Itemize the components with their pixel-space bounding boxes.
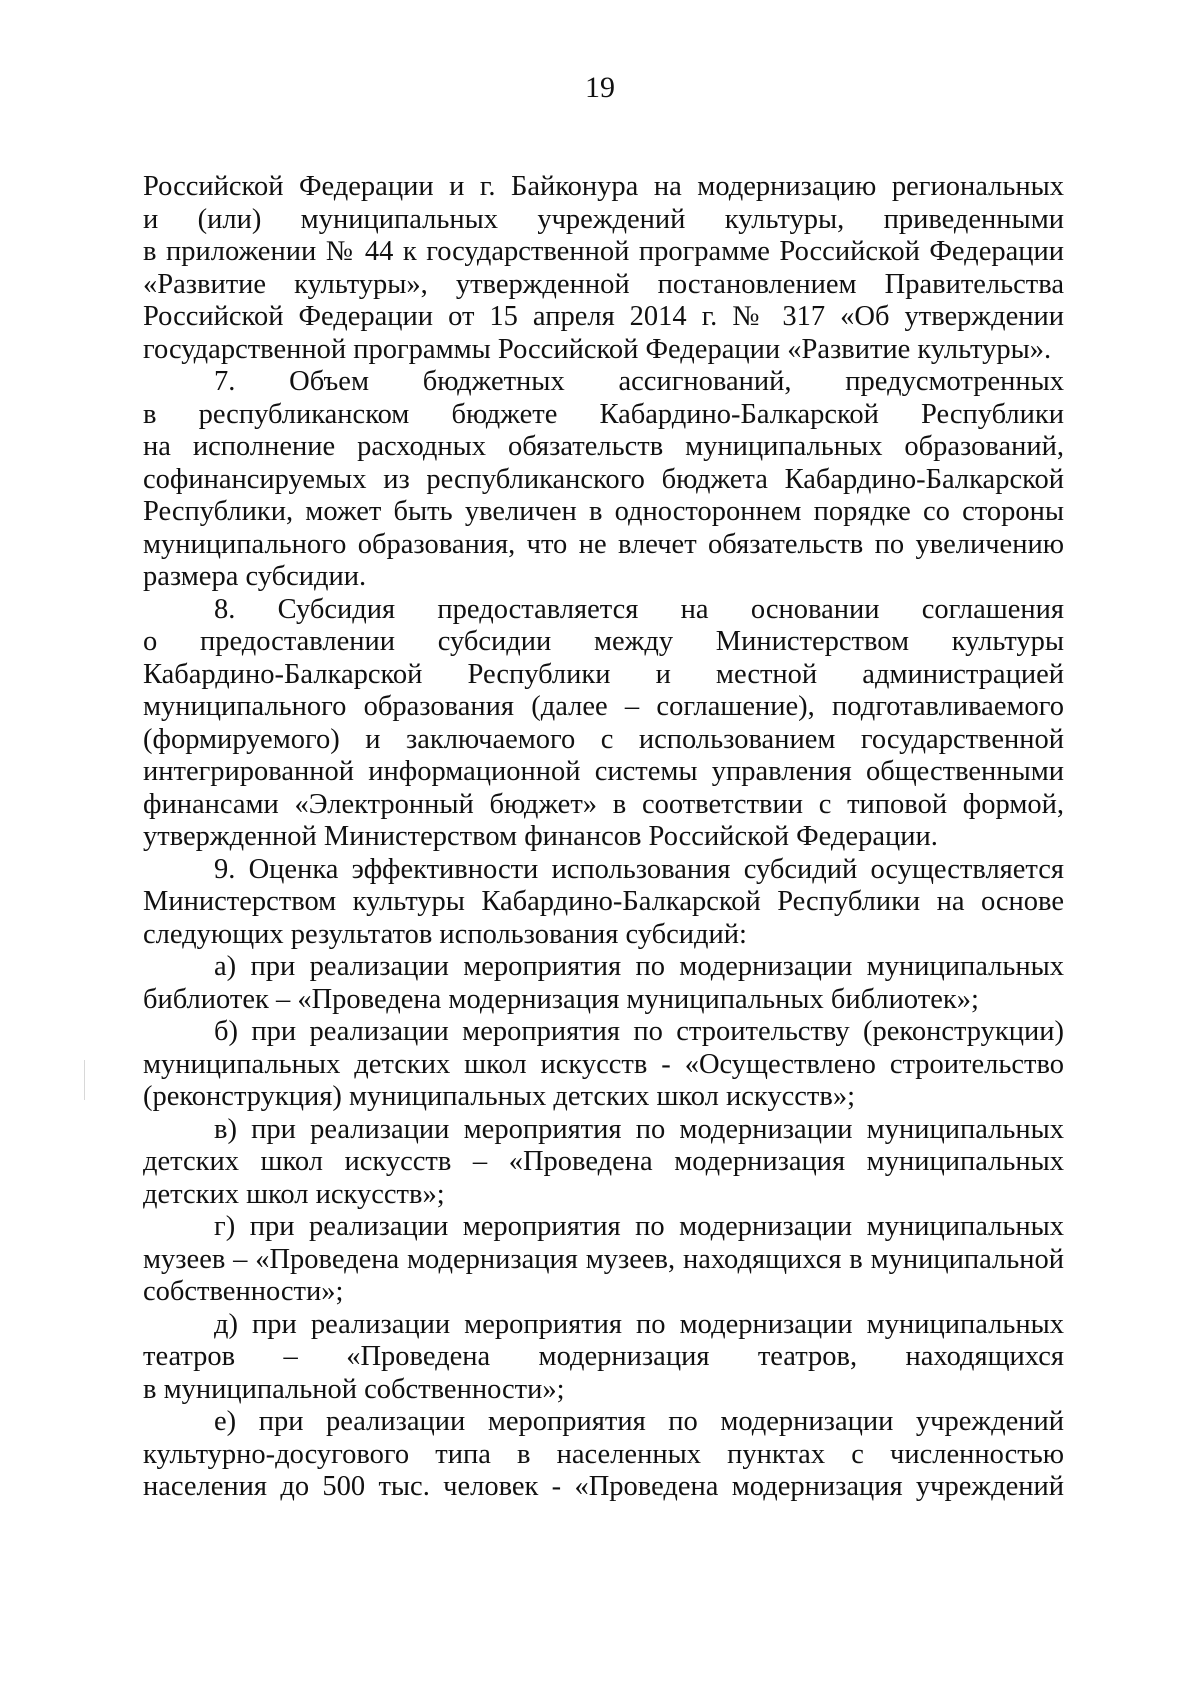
text-line: Российской Федерации и г. Байконура на модернизацию региональных xyxy=(143,171,1064,202)
text-line: Кабардино-Балкарской Республики и местной администрацией xyxy=(143,658,1064,690)
item-d-first-line: д) при реализации мероприятия по модернизации муниципальных xyxy=(214,1308,1064,1340)
text-line: интегрированной информационной системы управления общественными xyxy=(143,756,1064,787)
paragraph-7-first-line: 7. Объем бюджетных ассигнований, предусмотренных xyxy=(214,366,1064,397)
item-g-first-line: г) при реализации мероприятия по модернизации муниципальных xyxy=(214,1211,1064,1242)
paragraph-9-first-line: 9. Оценка эффективности использования субсидий осуществляется xyxy=(214,853,1064,885)
text-line: в республиканском бюджете Кабардино-Балкарской Республики xyxy=(143,398,1064,430)
item-v-first-line: в) при реализации мероприятия по модернизации муниципальных xyxy=(214,1113,1064,1145)
text-line: муниципального образования (далее – соглашение), подготавливаемого xyxy=(143,691,1064,722)
text-line: театров – «Проведена модернизация театров, находящихся xyxy=(143,1341,1064,1372)
text-line: муниципального образования, что не влечет обязательств по увеличению xyxy=(143,528,1064,560)
text-line: и (или) муниципальных учреждений культуры, приведенными xyxy=(143,203,1064,235)
text-line: музеев – «Проведена модернизация музеев, находящихся в муниципальной xyxy=(143,1243,1064,1275)
text-line: (реконструкция) муниципальных детских школ искусств»; xyxy=(143,1081,855,1112)
body-text xyxy=(143,171,1064,1504)
text-line: на исполнение расходных обязательств муниципальных образований, xyxy=(143,431,1064,462)
page-number: 19 xyxy=(585,71,615,104)
text-line: следующих результатов использования субсидий: xyxy=(143,918,747,950)
text-line: детских школ искусств – «Проведена модернизация муниципальных xyxy=(143,1146,1064,1177)
text-line: в муниципальной собственности»; xyxy=(143,1373,565,1405)
text-line: Российской Федерации от 15 апреля 2014 г. № 317 «Об утверждении xyxy=(143,301,1064,332)
paragraph-8-first-line: 8. Субсидия предоставляется на основании соглашения xyxy=(214,593,1064,625)
text-line: культурно-досугового типа в населенных пунктах с численностью xyxy=(143,1438,1064,1470)
text-line: Республики, может быть увеличен в одностороннем порядке со стороны xyxy=(143,496,1064,527)
text-line: собственности»; xyxy=(143,1276,344,1307)
text-line: библиотек – «Проведена модернизация муниципальных библиотек»; xyxy=(143,983,979,1015)
text-line: размера субсидии. xyxy=(143,561,367,592)
text-line: в приложении № 44 к государственной программе Российской Федерации xyxy=(143,236,1064,267)
scan-artifact-line xyxy=(84,1060,85,1100)
text-line: детских школ искусств»; xyxy=(143,1178,445,1210)
text-line: Министерством культуры Кабардино-Балкарской Республики на основе xyxy=(143,886,1064,917)
text-line: населения до 500 тыс. человек - «Проведена модернизация учреждений xyxy=(143,1471,1064,1502)
text-line: утвержденной Министерством финансов Российской Федерации. xyxy=(143,821,938,852)
text-line: финансами «Электронный бюджет» в соответствии с типовой формой, xyxy=(143,788,1064,820)
text-line: муниципальных детских школ искусств - «Осуществлено строительство xyxy=(143,1048,1064,1080)
item-a-first-line: а) при реализации мероприятия по модернизации муниципальных xyxy=(214,951,1064,982)
text-line: «Развитие культуры», утвержденной постановлением Правительства xyxy=(143,268,1064,300)
text-line: государственной программы Российской Федерации «Развитие культуры». xyxy=(143,333,1052,365)
text-line: софинансируемых из республиканского бюджета Кабардино-Балкарской xyxy=(143,463,1064,495)
item-b-first-line: б) при реализации мероприятия по строительству (реконструкции) xyxy=(214,1016,1064,1047)
item-e-first-line: е) при реализации мероприятия по модернизации учреждений xyxy=(214,1406,1064,1437)
text-line: (формируемого) и заключаемого с использованием государственной xyxy=(143,723,1064,755)
text-line: о предоставлении субсидии между Министерством культуры xyxy=(143,626,1064,657)
